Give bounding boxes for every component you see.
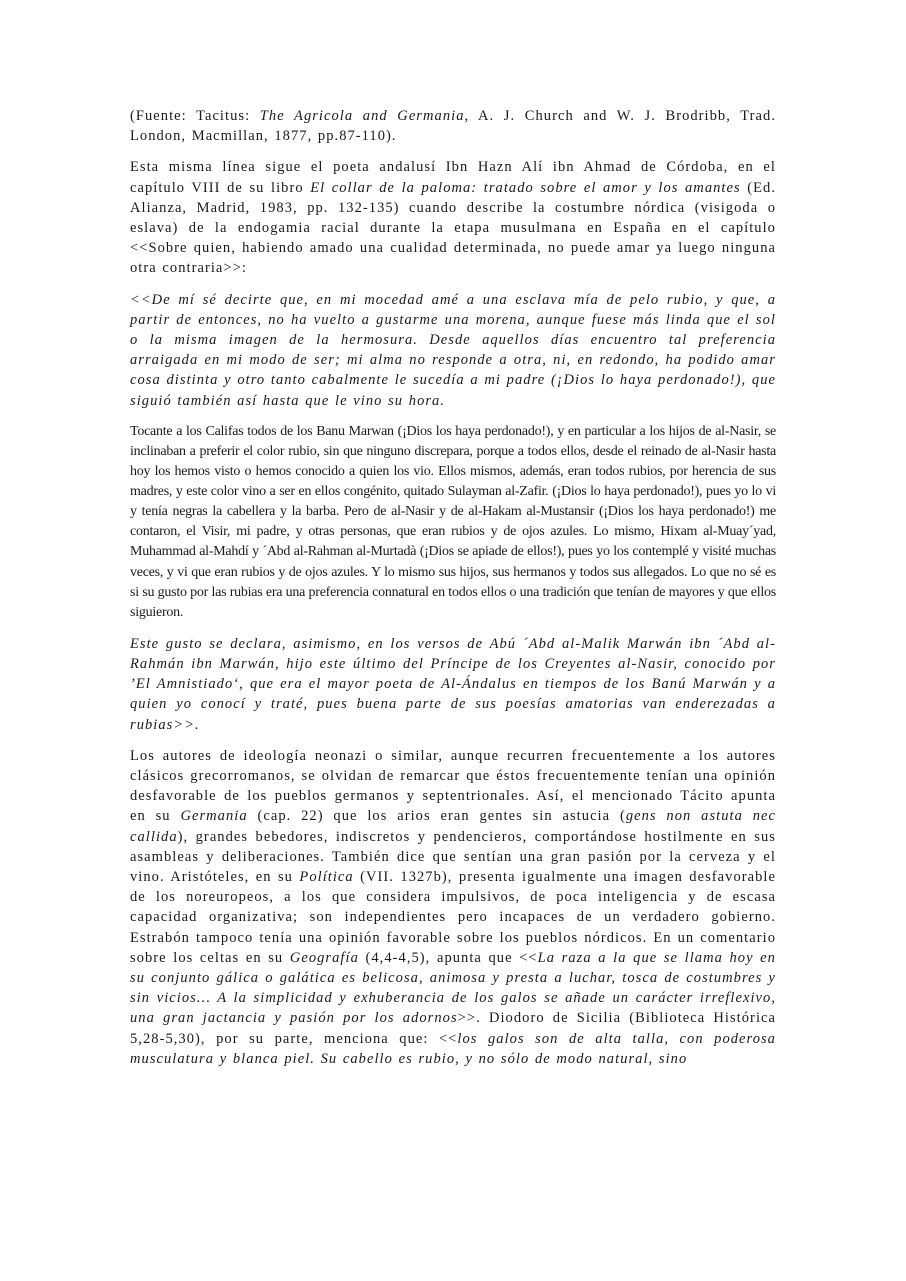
paragraph-text: >>. Diodoro de Sicilia (Biblioteca Histórica 5,28-5,30), por su parte, menciona que: << xyxy=(130,1010,776,1047)
paragraph-text: Esta misma línea sigue el poeta andalusí Ibn Hazn Alí ibn Ahmad de Córdoba, en el capítulo VIII de su libro xyxy=(130,159,776,196)
paragraph-text: (VII. 1327b), presenta igualmente una imagen desfavorable de los noreuropeos, a los que considera impulsivos, de poca inteligencia y de escasa capacidad organizativa; son independientes pero incapaces de un verdadero gobierno. Estrabón tampoco tenía una opinión favorable sobre los pueblos nórdicos. En un comentario sobre los celtas en su xyxy=(130,869,776,966)
quote-continuation-paragraph: Tocante a los Califas todos de los Banu Marwan (¡Dios los haya perdonado!), y en particular a los hijos de al-Nasir, se inclinaban a preferir el color rubio, sin que ninguno discrepara, porque a todos ellos, desde el reinado de al-Nasir hasta hoy los hemos visto o hemos conocido a quien los vio. Ellos mismos, además, eran todos rubios, por herencia de sus madres, y este color vino a ser en ellos congénito, quitado Sulayman al-Zafir. (¡Dios lo haya perdonado!), pues yo lo vi y tenía negras la cabellera y la barba. Pero de al-Nasir y de al-Hakam al-Mustansir (¡Dios los haya perdonado!) me contaron, el Visir, mi padre, y otras personas, que eran rubios y de ojos azules. Lo mismo, Hixam al-Muay´yad, Muhammad al-Mahdí y ´Abd al-Rahman al-Murtadà (¡Dios se apiade de ellos!), pues yo los contemplé y visité muchas veces, y vi que eran rubios y de ojos azules. Y lo mismo sus hijos, sus hermanos y todos sus allegados. Lo que no sé es si su gusto por las rubias era una preferencia connatural en todos ellos o una tradición que tenían de mayores y que ellos siguieron. xyxy=(130,423,776,620)
document-page xyxy=(130,106,776,1080)
inline-quote: los galos son de alta talla, con poderosa musculatura y blanca piel. Su cabello es rubio, y no sólo de modo natural, sino xyxy=(130,1030,776,1067)
quote-closing-paragraph: Este gusto se declara, asimismo, en los versos de Abú ´Abd al-Malik Marwán ibn ´Abd al-Rahmán ibn Marwán, hijo este último del Príncipe de los Creyentes al-Nasir, conocido por ’El Amnistiado‘, que era el mayor poeta de Al-Ándalus en tiempos de los Banú Marwán y a quien yo conocí y traté, pues buena parte de sus poesías amatorias van enderezadas a rubias>>. xyxy=(130,635,776,733)
inline-quote: La raza a la que se llama hoy en su conjunto gálica o galática es belicosa, animosa y presta a luchar, tosca de costumbres y sin vicios… A la simplicidad y exhuberancia de los galos se añade un carácter irreflexivo, una gran jactancia y pasión por los adornos xyxy=(130,949,776,1027)
citation-text: , A. J. Church and W. J. Brodribb, Trad. London, Macmillan, 1877, pp.87-110). xyxy=(130,108,776,145)
work-title: Germania xyxy=(180,808,248,825)
source-citation-paragraph xyxy=(130,106,776,146)
body-paragraph xyxy=(130,746,776,1069)
book-title: The Agricola and Germania xyxy=(259,108,465,124)
work-title: Geografía xyxy=(289,949,359,966)
paragraph-text: Los autores de ideología neonazi o similar, aunque recurren frecuentemente a los autores clásicos grecorromanos, se olvidan de remarcar que éstos frecuentemente tenían una opinión desfavorable de los pueblos germanos y septentrionales. Así, el mencionado Tácito apunta en su xyxy=(130,747,776,825)
body-paragraph xyxy=(130,157,776,278)
work-title: Política xyxy=(299,869,354,886)
quote-paragraph: <<De mí sé decirte que, en mi mocedad amé a una esclava mía de pelo rubio, y que, a partir de entonces, no ha vuelto a gustarme una morena, aunque fuese más linda que el sol o la misma imagen de la hermosura. Desde aquellos días encuentro tal preferencia arraigada en mi modo de ser; mi alma no responde a otra, ni, en redondo, ha podido amar cosa distinta y otro tanto cabalmente le sucedía a mi padre (¡Dios lo haya perdonado!), que siguió también así hasta que le vino su hora. xyxy=(130,291,776,409)
paragraph-text: (cap. 22) que los arios eran gentes sin astucia ( xyxy=(247,808,626,825)
latin-phrase: gens non astuta nec callida xyxy=(130,808,776,845)
book-title: El collar de la paloma: tratado sobre el amor y los amantes xyxy=(310,179,741,196)
paragraph-text: ), grandes bebedores, indiscretos y pendencieros, comportándose hostilmente en sus asambleas y deliberaciones. También dice que sentían una gran pasión por la cerveza y el vino. Aristóteles, en su xyxy=(130,828,776,886)
paragraph-text: (4,4-4,5), apunta que << xyxy=(358,949,538,966)
citation-text: (Fuente: Tacitus: xyxy=(130,108,260,124)
paragraph-text: (Ed. Alianza, Madrid, 1983, pp. 132-135) cuando describe la costumbre nórdica (visigoda o eslava) de la endogamia racial durante la etapa musulmana en España en el capítulo <<Sobre quien, habiendo amado una cualidad determinada, no puede amar ya luego ninguna otra contraria>>: xyxy=(130,179,777,277)
